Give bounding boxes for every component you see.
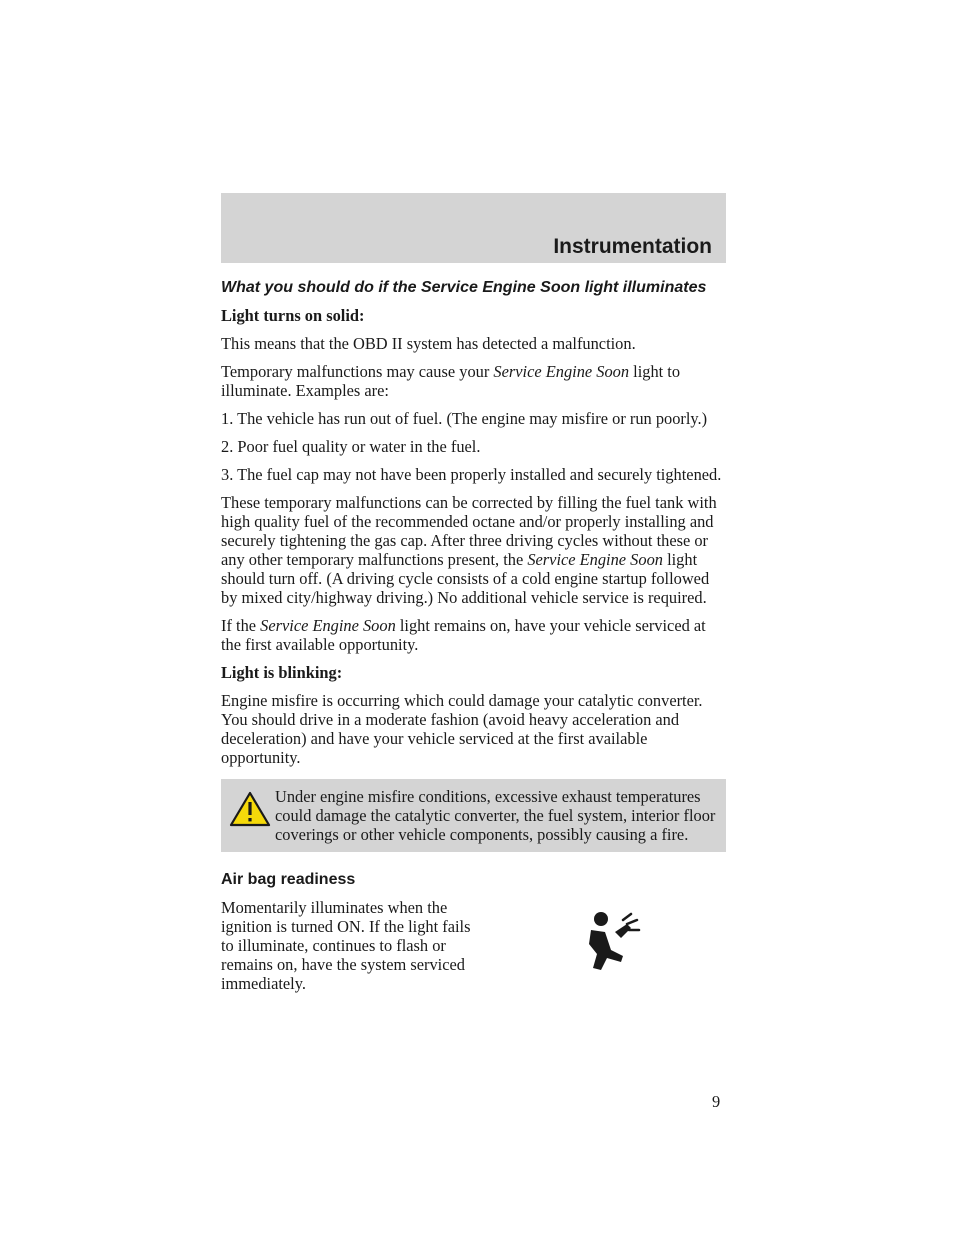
header-band (221, 193, 726, 263)
paragraph-blinking: Engine misfire is occurring which could damage your catalytic converter. You should drive in a moderate fashion (avoid heavy acceleration and deceleration) and have your vehicle serviced at the first available opportunity. (221, 691, 703, 767)
text-run: light remains on, have your vehicle serviced at the first available opportunity. (221, 616, 706, 654)
page-number: 9 (712, 1092, 721, 1111)
paragraph-remains (221, 616, 726, 654)
list-item: 3. The fuel cap may not have been properly installed and securely tightened. (221, 465, 722, 484)
text-run: light to illuminate. Examples are: (221, 362, 681, 400)
italic-term: Service Engine Soon (493, 362, 630, 381)
page-content (221, 278, 726, 1002)
solid-label: Light turns on solid: (221, 306, 365, 325)
airbag-person-icon (581, 910, 643, 976)
airbag-section (221, 898, 726, 993)
paragraph-corrected (221, 493, 726, 607)
blinking-label: Light is blinking: (221, 663, 343, 682)
italic-term: Service Engine Soon (260, 616, 396, 635)
airbag-text: Momentarily illuminates when the ignition is turned ON. If the light fails to illuminate, continues to flash or remains on, have the system serviced immediately. (221, 898, 471, 993)
text-run: If the (221, 616, 261, 635)
warning-box (221, 779, 726, 852)
italic-term: Service Engine Soon (527, 550, 663, 569)
text-run: light should turn off. (A driving cycle consists of a cold engine startup followed by mixed city/highway driving.) No additional vehicle service is required. (221, 550, 710, 607)
text-run: Temporary malfunctions may cause your (221, 362, 494, 381)
list-item: 2. Poor fuel quality or water in the fuel. (221, 437, 481, 456)
page-title: Instrumentation (553, 235, 712, 258)
warning-text: Under engine misfire conditions, excessive exhaust temperatures could damage the catalytic converter, the fuel system, interior floor coverings or other vehicle components, possibly causing a fire. (275, 787, 716, 844)
text-run: These temporary malfunctions can be corrected by filling the fuel tank with high quality fuel of the recommended octane and/or properly installing and securely tightening the gas cap. After three driving cycles without these or any other temporary malfunctions present, the (221, 493, 717, 569)
airbag-title: Air bag readiness (221, 871, 356, 888)
paragraph-detected: This means that the OBD II system has detected a malfunction. (221, 334, 636, 353)
list-item: 1. The vehicle has run out of fuel. (The engine may misfire or run poorly.) (221, 409, 708, 428)
section-subhead: What you should do if the Service Engine Soon light illuminates (221, 279, 707, 296)
paragraph-temporary (221, 362, 726, 400)
warning-triangle-icon (229, 791, 271, 827)
